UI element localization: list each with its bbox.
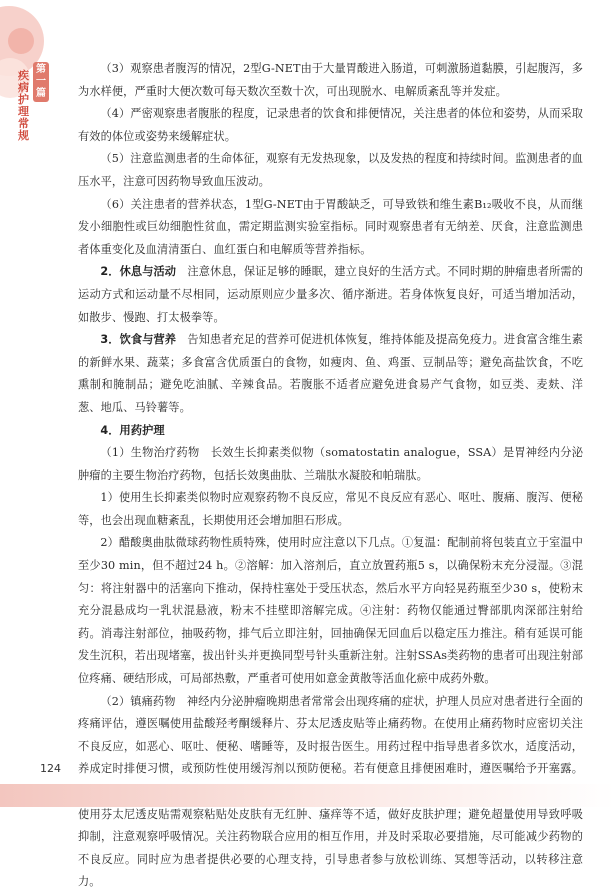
paragraph: （6）关注患者的营养状态，1型G-NET由于胃酸缺乏，可导致铁和维生素B₁₂吸收不良，从而继发小细胞性或巨幼细胞性贫血，需定期监测实验室指标。同时观察患者有无纳差、厌食，注意监测患者体重变化及血清清蛋白、血红蛋白和电解质等营养指标。 — [78, 197, 583, 256]
section-heading: 3．饮食与营养 — [100, 333, 177, 347]
paragraph: 2）醋酸奥曲肽微球药物性质特殊，使用时应注意以下几点。①复温：配制前将包装直立于室温中至少30 min，但不超过24 h。②溶解：加入溶剂后，直立放置药瓶5 s，以确保粉末充分浸湿。③混匀：将注射器中的活塞向下推动，保持柱塞处于受压状态，然后水平方向轻晃药瓶至少30 s，使粉末充分混悬成均一乳状混悬液，粉末不挂壁即溶解完成。④注射：药物仅能通过臀部肌肉深部注射给药。消毒注射部位，抽吸药物，排气后立即注射，回抽确保无回血后以稳定压力推注。稍有延误可能发生沉积，若出现堵塞，拔出针头并更换同型号针头重新注射。注射SSAs类药物的患者可出现注射部位疼痛、硬结形成，可局部热敷，严重者可使用如意金黄散等活血化瘀中成药外敷。 — [78, 536, 583, 686]
paragraph: 1）使用生长抑素类似物时应观察药物不良反应，常见不良反应有恶心、呕吐、腹痛、腹泻、便秘等，也会出现血糖紊乱，长期使用还会增加胆石形成。 — [78, 491, 583, 527]
page-number: 124 — [40, 762, 61, 775]
part-label: 第一篇 — [33, 62, 49, 102]
paragraph — [78, 420, 583, 443]
decor-circle — [8, 28, 34, 54]
paragraph: （2）镇痛药物 神经内分泌肿瘤晚期患者常常会出现疼痛的症状，护理人员应对患者进行全面的疼痛评估，遵医嘱使用盐酸羟考酮缓释片、芬太尼透皮贴等止痛药物。在使用止痛药物时应密切关注不良反应，如恶心、呕吐、便秘、嗜睡等，及时报告医生。用药过程中指导患者多饮水，适度活动，养成定时排便习惯，或预防性使用缓泻剂以预防便秘。若有便意且排便困难时，遵医嘱给予开塞露。 使用芬太尼透皮贴需观察粘贴处皮肤有无红肿、瘙痒等不适，做好皮肤护理；避免超量使用导致呼吸抑制，注意观察呼吸情况。关注药物联合应用的相互作用，并及时采取必要措施，尽可能减少药物的不良反应。同时应为患者提供必要的心理支持，引导患者参与放松训练、冥想等活动，以转移注意力。 — [78, 694, 583, 889]
paragraph: （3）观察患者腹泻的情况，2型G-NET由于大量胃酸进入肠道，可刺激肠道黏膜，引起腹泻，多为水样便，严重时大便次数可每天数次至数十次，可出现脱水、电解质紊乱等并发症。 — [78, 62, 583, 98]
book-title-vertical: 疾病护理常规 — [18, 69, 29, 142]
paragraph: （4）严密观察患者腹胀的程度，记录患者的饮食和排便情况，关注患者的体位和姿势，从而采取有效的体位或姿势来缓解症状。 — [78, 107, 583, 143]
paragraph: （1）生物治疗药物 长效生长抑素类似物（somatostatin analogue，SSA）是胃神经内分泌肿瘤的主要生物治疗药物，包括长效奥曲肽、兰瑞肽水凝胶和帕瑞肽。 — [78, 446, 583, 482]
page-content — [78, 58, 583, 894]
paragraph: （5）注意监测患者的生命体征，观察有无发热现象，以及发热的程度和持续时间。监测患者的血压水平，注意可因药物导致血压波动。 — [78, 152, 583, 188]
footer-decoration — [0, 784, 615, 807]
paragraph: 3．饮食与营养 告知患者充足的营养可促进机体恢复，维持体能及提高免疫力。进食富含维生素的新鲜水果、蔬菜；多食富含优质蛋白的食物，如瘦肉、鱼、鸡蛋、豆制品等；避免高盐饮食，不吃熏制和腌制品；避免吃油腻、辛辣食品。若腹胀不适者应避免进食易产气食物，如豆类、麦麸、洋葱、地瓜、马铃薯等。 — [78, 333, 583, 414]
paragraph: 2．休息与活动 注意休息，保证足够的睡眠，建立良好的生活方式。不同时期的肿瘤患者所需的运动方式和运动量不尽相同，运动原则应少量多次、循序渐进。若身体恢复良好，可适当增加活动，如散步、慢跑、打太极拳等。 — [78, 265, 583, 324]
section-heading: 4．用药护理 — [100, 423, 165, 437]
section-heading: 2．休息与活动 — [100, 265, 177, 279]
